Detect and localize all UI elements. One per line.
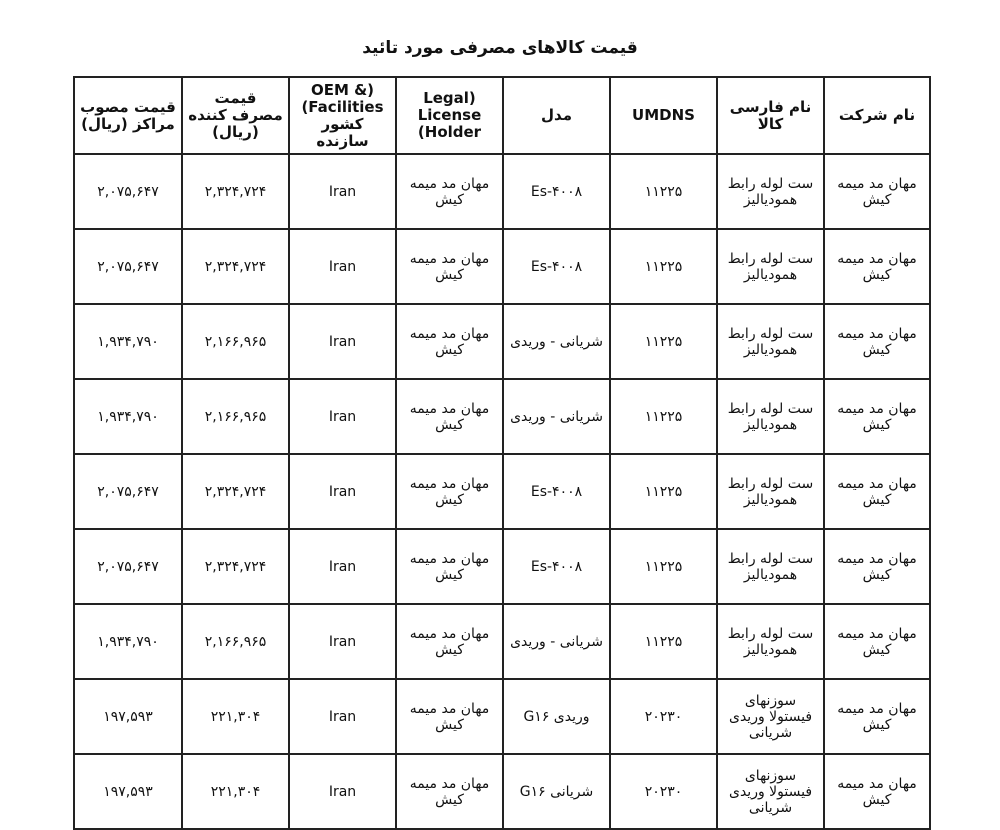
cell-country: Iran	[289, 754, 396, 829]
price-table	[73, 76, 931, 830]
cell-consumer-price: ۲۲۱,۳۰۴	[182, 679, 289, 754]
cell-item-name: ست لوله رابط همودیالیز	[717, 454, 824, 529]
cell-country: Iran	[289, 529, 396, 604]
cell-item-name: ست لوله رابط همودیالیز	[717, 229, 824, 304]
cell-company-name: مهان مد میمه کیش	[824, 229, 930, 304]
cell-model: Es-۴۰۰۸	[503, 229, 610, 304]
cell-item-name: ست لوله رابط همودیالیز	[717, 529, 824, 604]
table-row	[74, 304, 930, 379]
cell-approved-price: ۲,۰۷۵,۶۴۷	[74, 154, 182, 229]
cell-item-name: سوزنهای فیستولا وریدی شریانی	[717, 679, 824, 754]
cell-model: Es-۴۰۰۸	[503, 154, 610, 229]
header-license-holder: Legal) License (Holder	[396, 77, 503, 154]
cell-model: شریانی - وریدی	[503, 304, 610, 379]
cell-license-holder: مهان مد میمه کیش	[396, 379, 503, 454]
cell-model: شریانی G۱۶	[503, 754, 610, 829]
cell-license-holder: مهان مد میمه کیش	[396, 304, 503, 379]
cell-approved-price: ۱۹۷,۵۹۳	[74, 679, 182, 754]
cell-license-holder: مهان مد میمه کیش	[396, 529, 503, 604]
header-company-name: نام شرکت	[824, 77, 930, 154]
cell-consumer-price: ۲,۱۶۶,۹۶۵	[182, 304, 289, 379]
cell-approved-price: ۱,۹۳۴,۷۹۰	[74, 304, 182, 379]
table-row	[74, 604, 930, 679]
cell-umdns: ۱۱۲۲۵	[610, 454, 717, 529]
cell-consumer-price: ۲,۱۶۶,۹۶۵	[182, 604, 289, 679]
cell-umdns: ۲۰۲۳۰	[610, 679, 717, 754]
cell-country: Iran	[289, 229, 396, 304]
cell-umdns: ۱۱۲۲۵	[610, 154, 717, 229]
cell-model: شریانی - وریدی	[503, 604, 610, 679]
cell-consumer-price: ۲,۳۲۴,۷۲۴	[182, 229, 289, 304]
cell-umdns: ۱۱۲۲۵	[610, 529, 717, 604]
cell-approved-price: ۱۹۷,۵۹۳	[74, 754, 182, 829]
cell-model: شریانی - وریدی	[503, 379, 610, 454]
table-row	[74, 229, 930, 304]
cell-license-holder: مهان مد میمه کیش	[396, 679, 503, 754]
table-row	[74, 679, 930, 754]
table-header-row	[74, 77, 930, 154]
cell-consumer-price: ۲,۳۲۴,۷۲۴	[182, 154, 289, 229]
header-persian-item-name: نام فارسی کالا	[717, 77, 824, 154]
cell-company-name: مهان مد میمه کیش	[824, 379, 930, 454]
cell-company-name: مهان مد میمه کیش	[824, 529, 930, 604]
cell-approved-price: ۲,۰۷۵,۶۴۷	[74, 229, 182, 304]
table-row	[74, 154, 930, 229]
header-consumer-price: قیمت مصرف کننده (ریال)	[182, 77, 289, 154]
cell-item-name: ست لوله رابط همودیالیز	[717, 154, 824, 229]
cell-item-name: سوزنهای فیستولا وریدی شریانی	[717, 754, 824, 829]
cell-country: Iran	[289, 604, 396, 679]
cell-country: Iran	[289, 679, 396, 754]
cell-approved-price: ۱,۹۳۴,۷۹۰	[74, 379, 182, 454]
header-model: مدل	[503, 77, 610, 154]
cell-country: Iran	[289, 304, 396, 379]
cell-company-name: مهان مد میمه کیش	[824, 304, 930, 379]
cell-license-holder: مهان مد میمه کیش	[396, 604, 503, 679]
cell-umdns: ۱۱۲۲۵	[610, 379, 717, 454]
cell-approved-price: ۱,۹۳۴,۷۹۰	[74, 604, 182, 679]
cell-item-name: ست لوله رابط همودیالیز	[717, 304, 824, 379]
cell-country: Iran	[289, 379, 396, 454]
cell-approved-price: ۲,۰۷۵,۶۴۷	[74, 529, 182, 604]
header-approved-center-price: قیمت مصوب مراکز (ریال)	[74, 77, 182, 154]
cell-umdns: ۱۱۲۲۵	[610, 229, 717, 304]
cell-consumer-price: ۲,۱۶۶,۹۶۵	[182, 379, 289, 454]
cell-model: وریدی G۱۶	[503, 679, 610, 754]
cell-company-name: مهان مد میمه کیش	[824, 754, 930, 829]
table-row	[74, 379, 930, 454]
cell-company-name: مهان مد میمه کیش	[824, 154, 930, 229]
cell-item-name: ست لوله رابط همودیالیز	[717, 604, 824, 679]
header-umdns: UMDNS	[610, 77, 717, 154]
cell-item-name: ست لوله رابط همودیالیز	[717, 379, 824, 454]
cell-license-holder: مهان مد میمه کیش	[396, 754, 503, 829]
cell-consumer-price: ۲,۳۲۴,۷۲۴	[182, 454, 289, 529]
cell-country: Iran	[289, 154, 396, 229]
cell-company-name: مهان مد میمه کیش	[824, 679, 930, 754]
table-row	[74, 754, 930, 829]
cell-approved-price: ۲,۰۷۵,۶۴۷	[74, 454, 182, 529]
cell-country: Iran	[289, 454, 396, 529]
cell-umdns: ۲۰۲۳۰	[610, 754, 717, 829]
cell-umdns: ۱۱۲۲۵	[610, 304, 717, 379]
document-title: قیمت کالاهای مصرفی مورد تائید	[362, 38, 638, 58]
cell-model: Es-۴۰۰۸	[503, 454, 610, 529]
table-row	[74, 454, 930, 529]
cell-license-holder: مهان مد میمه کیش	[396, 454, 503, 529]
table-row	[74, 529, 930, 604]
cell-model: Es-۴۰۰۸	[503, 529, 610, 604]
cell-umdns: ۱۱۲۲۵	[610, 604, 717, 679]
cell-consumer-price: ۲,۳۲۴,۷۲۴	[182, 529, 289, 604]
cell-license-holder: مهان مد میمه کیش	[396, 154, 503, 229]
header-manufacturer-country: OEM &) (Facilities کشور سازنده	[289, 77, 396, 154]
cell-company-name: مهان مد میمه کیش	[824, 604, 930, 679]
cell-consumer-price: ۲۲۱,۳۰۴	[182, 754, 289, 829]
cell-license-holder: مهان مد میمه کیش	[396, 229, 503, 304]
cell-company-name: مهان مد میمه کیش	[824, 454, 930, 529]
